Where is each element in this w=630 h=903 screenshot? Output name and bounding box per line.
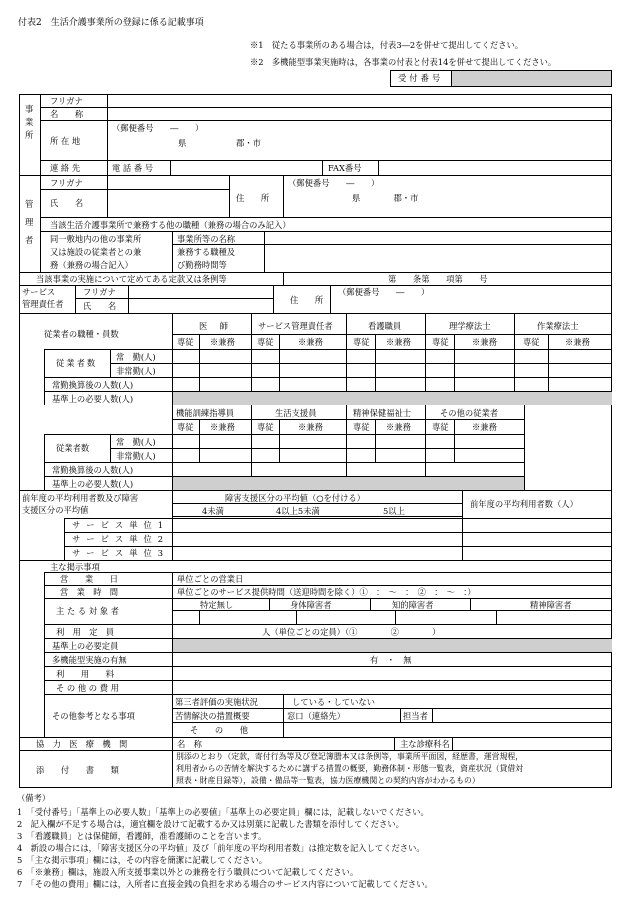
prev-year-avg-users-label: 前年度の平均利用者数（人） bbox=[470, 499, 578, 509]
manager-address-label: 住 所 bbox=[236, 193, 270, 203]
fulltime-col: 専従 bbox=[257, 337, 274, 347]
fulltime-col: 専従 bbox=[177, 422, 194, 432]
fulltime-col: 専従 bbox=[432, 422, 449, 432]
staff2-required-label: 基準上の必要人数(人) bbox=[52, 479, 134, 489]
fulltime-col: 専従 bbox=[177, 337, 194, 347]
service-unit-1-label: サービス単位1 bbox=[72, 520, 170, 530]
manager-postal[interactable]: （郵便番号 ― ） bbox=[288, 178, 380, 188]
office-contact-label: 連 絡 先 bbox=[50, 163, 81, 173]
third-party-eval-label: 第三者評価の実施状況 bbox=[175, 697, 258, 707]
job-other-staff: その他の従業者 bbox=[440, 408, 499, 418]
support-level-5-plus[interactable]: 5以上 bbox=[383, 506, 405, 516]
manager-section-label-3: 者 bbox=[25, 235, 34, 245]
users-label-1: 前年度の平均利用者数及び障害 bbox=[22, 493, 139, 503]
job-pt: 理学療法士 bbox=[449, 321, 491, 331]
remarks-title: （備考） bbox=[17, 793, 51, 803]
service-manager-furigana-label: フリガナ bbox=[83, 287, 116, 297]
receipt-number-label: 受付番号 bbox=[398, 73, 444, 83]
notice-reference-label: その他参考となる事項 bbox=[52, 711, 135, 721]
remark-2: 2 記入欄が不足する場合は，適宜欄を設けて記載するか又は別葉に記載した書類を添付してください。 bbox=[17, 819, 404, 829]
remark-5: 5 「主な掲示事項」欄には，その内容を簡潔に記載してください。 bbox=[17, 855, 268, 865]
header-note-2: ※2 多機能型事業実施時は，各事業の付表と付表14を併せて提出してください。 bbox=[250, 57, 557, 67]
concurrent-col: ※兼務 bbox=[565, 337, 590, 347]
office-tel-label: 電 話 番 号 bbox=[112, 163, 154, 173]
concurrent-col: ※兼務 bbox=[298, 337, 323, 347]
staff-fulltime-label: 常 勤(人) bbox=[116, 352, 156, 362]
staff-parttime-label: 非常勤(人) bbox=[116, 366, 156, 376]
notice-multi-value[interactable]: 有 ・ 無 bbox=[370, 655, 412, 665]
service-manager-label-1: サービス bbox=[22, 287, 56, 297]
fulltime-col: 専従 bbox=[353, 422, 370, 432]
staff-converted-label: 常勤換算後の人数(人) bbox=[52, 380, 134, 390]
job-service-manager: サービス管理責任者 bbox=[258, 321, 333, 331]
complaint-person-label: 担当者 bbox=[403, 711, 428, 721]
remark-3: 3 「看護職員」とは保健師，看護師，准看護師のことを言います。 bbox=[17, 831, 267, 841]
fulltime-col: 専従 bbox=[432, 337, 449, 347]
fulltime-col: 専従 bbox=[353, 337, 370, 347]
medical-dept-label: 主な診療科名 bbox=[400, 739, 450, 749]
staff-required-label: 基準上の必要人数(人) bbox=[52, 394, 134, 404]
service-manager-address-label: 住 所 bbox=[290, 295, 324, 305]
service-manager-postal[interactable]: （郵便番号 ― ） bbox=[338, 287, 430, 297]
medical-name-label: 名 称 bbox=[177, 739, 202, 749]
target-intellectual[interactable]: 知的障害者 bbox=[392, 600, 434, 610]
staff-header: 従業者の職種・員数 bbox=[44, 329, 119, 339]
manager-job-label-1: 兼務する職種及 bbox=[177, 247, 236, 257]
notice-hours-value[interactable]: 単位ごとのサービス提供時間（送迎時間を除く）① ： ～ ： ② ： ～ ：） bbox=[177, 587, 476, 597]
fulltime-col: 専従 bbox=[523, 337, 540, 347]
notice-other-label: そ の 他 bbox=[190, 725, 249, 735]
staff2-converted-label: 常勤換算後の人数(人) bbox=[52, 465, 134, 475]
office-fax-label: FAX番号 bbox=[328, 163, 362, 173]
remark-7: 7 「その他の費用」欄には，入所者に直接金銭の負担を求める場合のサービス内容について記載してください。 bbox=[17, 879, 433, 889]
notice-title: 主な掲示事項 bbox=[50, 562, 100, 572]
target-physical[interactable]: 身体障害者 bbox=[290, 600, 332, 610]
manager-name-label: 氏 名 bbox=[50, 198, 84, 208]
fulltime-col: 専従 bbox=[257, 422, 274, 432]
ordinance-label: 当該事業の実施について定めてある定款又は条例等 bbox=[36, 274, 227, 284]
job-functional-trainer: 機能訓練指導員 bbox=[176, 408, 235, 418]
concurrent-col: ※兼務 bbox=[210, 337, 235, 347]
attach-text-3: 照表・財産目録等），設備・備品等一覧表，協力医療機関との契約内容がわかるもの） bbox=[176, 776, 480, 785]
manager-other-label-2: 又は施設の従業者との兼 bbox=[50, 247, 142, 257]
notice-capacity-label: 利 用 定 員 bbox=[56, 627, 115, 637]
users-label-2: 支援区分の平均値 bbox=[22, 505, 89, 515]
notice-target-label: 主 た る 対 象 者 bbox=[56, 606, 119, 616]
header-note-1: ※1 従たる事業所のある場合は，付表3―2を併せて提出してください。 bbox=[250, 40, 524, 50]
manager-section-label-1: 管 bbox=[25, 199, 34, 209]
concurrent-col: ※兼務 bbox=[386, 337, 411, 347]
concurrent-col: ※兼務 bbox=[298, 422, 323, 432]
remark-6: 6 「※兼務」欄は，施設入所支援事業以外との兼務を行う職員について記載してください。 bbox=[17, 867, 359, 877]
manager-pref-city[interactable]: 県 郡・市 bbox=[352, 193, 419, 203]
manager-job-label-2: び勤務時間等 bbox=[177, 260, 227, 270]
attach-text-2: 利用者からの苦情を解決するために講ずる措置の概要，勤務体制・形態一覧表，資産状況（貸借対 bbox=[176, 764, 524, 773]
service-manager-name-label: 氏 名 bbox=[83, 301, 117, 311]
office-section-label-2: 業 bbox=[25, 117, 34, 127]
complaint-label: 苦情解決の措置概要 bbox=[175, 711, 250, 721]
office-furigana-label: フリガナ bbox=[50, 96, 83, 106]
service-unit-3-label: サービス単位3 bbox=[72, 548, 170, 558]
office-section-label-1: 事 bbox=[25, 104, 34, 114]
notice-hours-label: 営 業 時 間 bbox=[60, 587, 119, 597]
receipt-number-field[interactable] bbox=[452, 71, 611, 86]
notice-days-value[interactable]: 単位ごとの営業日 bbox=[177, 574, 244, 584]
concurrent-col: ※兼務 bbox=[472, 337, 497, 347]
manager-other-label-3: 務（兼務の場合記入） bbox=[50, 260, 133, 270]
third-party-eval-value[interactable]: している・していない bbox=[292, 697, 375, 707]
notice-other-fee-label: そ の 他 の 費 用 bbox=[56, 683, 119, 693]
notice-days-label: 営 業 日 bbox=[60, 574, 119, 584]
concurrent-col: ※兼務 bbox=[472, 422, 497, 432]
remark-1: 1 「受付番号」「基準上の必要人数」「基準上の必要値」「基準上の必要定員」欄には，記載しないでください。 bbox=[17, 807, 429, 817]
office-address-label: 所 在 地 bbox=[50, 136, 81, 146]
office-pref-city[interactable]: 県 郡・市 bbox=[178, 138, 261, 148]
job-life-supporter: 生活支援員 bbox=[275, 408, 317, 418]
office-postal[interactable]: （郵便番号 ― ） bbox=[112, 123, 204, 133]
concurrent-col: ※兼務 bbox=[210, 422, 235, 432]
manager-furigana-label: フリガナ bbox=[50, 178, 83, 188]
service-unit-2-label: サービス単位2 bbox=[72, 534, 170, 544]
notice-capacity-value[interactable]: 人（単位ごとの定員）（① ② ） bbox=[262, 627, 441, 637]
staff2-count-label: 従業者数 bbox=[56, 443, 90, 453]
attach-label: 添 付 書 類 bbox=[36, 765, 119, 775]
manager-section-label-2: 理 bbox=[25, 217, 34, 227]
job-doctor: 医 師 bbox=[199, 321, 230, 331]
job-nurse: 看護職員 bbox=[368, 321, 402, 331]
office-name-label: 名 称 bbox=[50, 109, 84, 119]
medical-label: 協 力 医 療 機 関 bbox=[36, 739, 128, 749]
service-manager-label-2: 管理責任者 bbox=[22, 299, 64, 309]
notice-required-capacity-label: 基準上の必要定員 bbox=[52, 641, 119, 651]
target-mental[interactable]: 精神障害者 bbox=[530, 600, 572, 610]
concurrent-col: ※兼務 bbox=[386, 422, 411, 432]
complaint-window-label: 窓口（連絡先） bbox=[287, 711, 346, 721]
remark-4: 4 新設の場合には，「障害支援区分の平均値」及び「前年度の平均利用者数」は推定数を記入してください。 bbox=[17, 843, 425, 853]
notice-multi-label: 多機能型実施の有無 bbox=[52, 655, 127, 665]
support-level-avg-label: 障害支援区分の平均値（○を付ける） bbox=[225, 493, 365, 503]
manager-facility-name-label: 事業所等の名称 bbox=[177, 234, 236, 244]
office-section-label-3: 所 bbox=[25, 130, 34, 140]
staff-count-label: 従業者数 bbox=[56, 358, 98, 368]
support-level-under-4[interactable]: 4未満 bbox=[202, 506, 224, 516]
job-ot: 作業療法士 bbox=[537, 321, 579, 331]
manager-concurrent-label: 当該生活介護事業所で兼務する他の職種（兼務の場合のみ記入） bbox=[50, 220, 291, 230]
job-psychiatric-social-worker: 精神保健福祉士 bbox=[353, 408, 412, 418]
support-level-4-to-5[interactable]: 4以上5未満 bbox=[276, 506, 320, 516]
ordinance-value[interactable]: 第 条第 項第 号 bbox=[388, 274, 488, 284]
manager-other-label-1: 同一敷地内の他の事業所 bbox=[50, 234, 142, 244]
staff2-parttime-label: 非常勤(人) bbox=[116, 451, 156, 461]
attach-text-1: 別添のとおり（定款，寄付行為等及び登記簿謄本又は条例等，事業所平面図，経歴書，運営規程， bbox=[176, 752, 524, 761]
notice-fee-label: 利 用 料 bbox=[56, 669, 115, 679]
form-title: 付表2 生活介護事業所の登録に係る記載事項 bbox=[18, 18, 204, 28]
target-none[interactable]: 特定無し bbox=[200, 600, 234, 610]
staff2-fulltime-label: 常 勤(人) bbox=[116, 437, 156, 447]
